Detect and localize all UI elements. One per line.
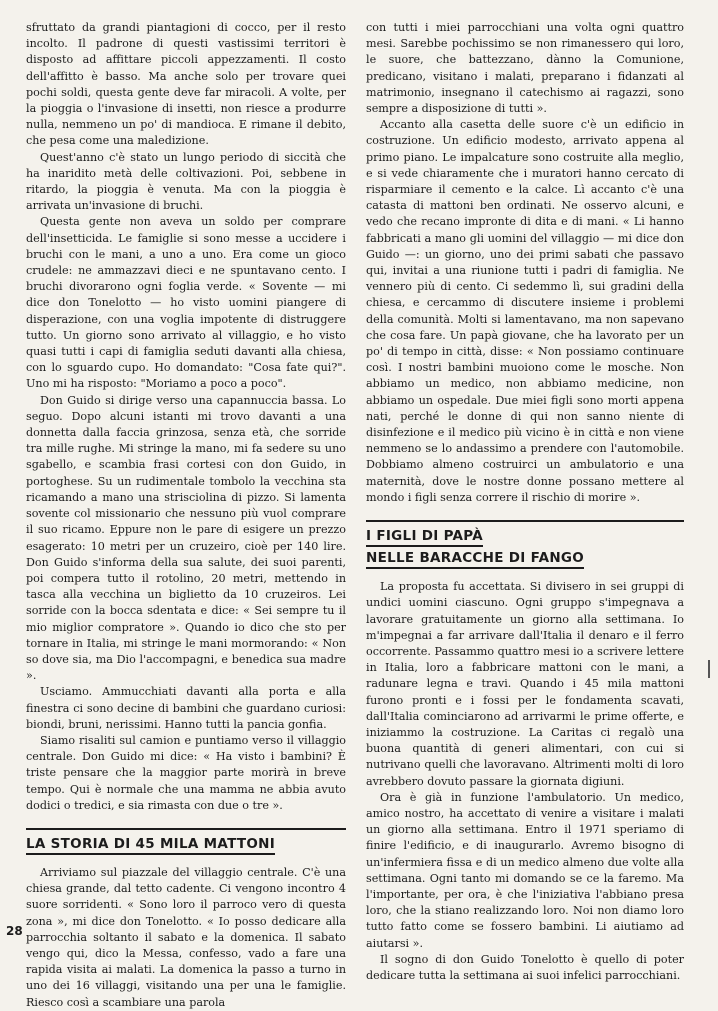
page-number: 28 xyxy=(6,924,23,938)
left-paragraph-7: Arriviamo sul piazzale del villaggio centrale. C'è una chiesa grande, dal tetto cadente. Ci vengono incontro 4 suore sorridenti. « Sono loro il parroco vero di questa zona », mi dice don Tonelotto. « Io posso dedicare alla parrocchia soltanto il sabato e la domenica. Il sabato vengo qui, dico la Messa, confesso, vado a fare una rapida visita ai malati. La domenica la passo a turno in uno dei 16 villaggi, visitando una per una le famiglie. Riesco così a scambiare una parola xyxy=(26,865,346,1009)
section-heading-mud-huts xyxy=(366,520,684,569)
left-column xyxy=(26,20,346,1011)
right-paragraph-3: La proposta fu accettata. Si divisero in sei gruppi di undici uomini ciascuno. Ogni gruppo s'impegnava a lavorare gratuitamente un giorno alla settimana. Io m'impegnai a far arrivare dall'Italia il denaro e il ferro occorrente. Passammo quattro mesi io a scrivere lettere in Italia, loro a fabbricare mattoni con le mani, a radunare legna e travi. Quando i 45 mila mattoni furono pronti e i fossi per le fondamenta scavati, dall'Italia cominciarono ad arrivarmi le prime offerte, e iniziammo la costruzione. La Caritas ci regalò una buona quantità di generi alimentari, con cui si nutrivano quelli che lavoravano. Altrimenti molti di loro avrebbero dovuto passare la giornata digiuni. xyxy=(366,580,684,788)
left-paragraph-5: Usciamo. Ammucchiati davanti alla porta e alla finestra ci sono decine di bambini che guardano curiosi: biondi, bruni, nerissimi. Hanno tutti la pancia gonfia. xyxy=(26,685,346,731)
right-paragraph-1: con tutti i miei parrocchiani una volta ogni quattro mesi. Sarebbe pochissimo se non rimanessero qui loro, le suore, che battezzano, dànno la Comunione, predicano, visitano i malati, preparano i fidanzati al matrimonio, insegnano il catechismo ai ragazzi, sono sempre a disposizione di tutti ». xyxy=(366,21,684,116)
section-heading-bricks xyxy=(26,828,346,855)
section-heading-mud-huts-line-1: I FIGLI DI PAPÀ xyxy=(366,528,483,547)
right-paragraph-4: Ora è già in funzione l'ambulatorio. Un medico, amico nostro, ha accettato di venire a visitare i malati un giorno alla settimana. Entro il 1971 speriamo di finire l'edificio, e di inaugurarlo. Avremo bisogno di un'infermiera fissa e di un medico almeno due volte alla settimana. Ogni tanto mi domando se ce la faremo. Ma l'importante, per ora, è che l'iniziativa l'abbiano presa loro, che la stiano realizzando loro. Noi non diamo loro tutto fatto come se fossero bambini. Li aiutiamo ad aiutarsi ». xyxy=(366,790,684,950)
section-heading-mud-huts-line-2: NELLE BARACCHE DI FANGO xyxy=(366,550,584,569)
right-column xyxy=(366,20,684,984)
margin-mark xyxy=(708,660,710,678)
left-paragraph-6: Siamo risaliti sul camion e puntiamo verso il villaggio centrale. Don Guido mi dice: « Ha visto i bambini? È triste pensare che la maggior parte morirà in breve tempo. Qui è normale che una mamma ne abbia avuto dodici o tredici, e sia rimasta con due o tre ». xyxy=(26,733,346,812)
section-heading-bricks-text: LA STORIA DI 45 MILA MATTONI xyxy=(26,836,275,855)
left-paragraph-1: sfruttato da grandi piantagioni di cocco, per il resto incolto. Il padrone di questi vastissimi territori è disposto ad affittare piccoli appezzamenti. Il costo dell'affitto è basso. Ma anche solo per trovare quei pochi soldi, questa gente deve far miracoli. A volte, per la pioggia o l'invasione di insetti, non riesce a produrre nulla, nemmeno un po' di mandioca. E rimane il debito, che pesa come una maledizione. xyxy=(26,21,346,148)
left-paragraph-2: Quest'anno c'è stato un lungo periodo di siccità che ha inaridito metà delle coltivazioni. Poi, sebbene in ritardo, la pioggia è venuta. Ma con la pioggia è arrivata un'invasione di bruchi. xyxy=(26,150,346,213)
left-paragraph-4: Don Guido si dirige verso una capannuccia bassa. Lo seguo. Dopo alcuni istanti mi trovo davanti a una donnetta dalla faccia grinzosa, senza età, che sorride tra mille rughe. Mi stringe la mano, mi fa sedere su uno sgabello, e scambia frasi cortesi con don Guido, in portoghese. Su un rudimentale tombolo la vecchina sta ricamando a mano una strisciolina di pizzo. Si lamenta sovente col missionario che nessuno più vuol comprare il suo ricamo. Eppure non le pare di esigere un prezzo esagerato: 10 metri per un cruzeiro, cioè per 140 lire. Don Guido s'informa della sua salute, dei suoi parenti, poi compera tutto il rotolino, 20 metri, mettendo in tasca alla vecchina un biglietto da 10 cruzeiros. Lei sorride con la bocca sdentata e dice: « Sei sempre tu il mio miglior compratore ». Quando io dico che sto per tornare in Italia, mi stringe le mani mormorando: « Non so dove sia, ma Dio l'accompagni, e benedica sua madre ». xyxy=(26,393,346,683)
left-paragraph-3: Questa gente non aveva un soldo per comprare dell'insetticida. Le famiglie si sono messe a uccidere i bruchi con le mani, a uno a uno. Era come un gioco crudele: ne ammazzavi dieci e ne spuntavano cento. I bruchi divorarono ogni foglia verde. « Sovente — mi dice don Tonelotto — ho visto uomini piangere di disperazione, con una voglia impotente di distruggere tutto. Un giorno sono arrivato al villaggio, e ho visto quasi tutti i capi di famiglia seduti davanti alla chiesa, con lo sguardo cupo. Ho domandato: "Cosa fate qui?". Uno mi ha risposto: "Moriamo a poco a poco". xyxy=(26,215,346,391)
right-paragraph-2: Accanto alla casetta delle suore c'è un edificio in costruzione. Un edificio modesto, arrivato appena al primo piano. Le impalcature sono costruite alla meglio, e si vede chiaramente che i muratori hanno cercato di risparmiare il cemento e la calce. Lì accanto c'è una catasta di mattoni ben ordinati. Ne osservo alcuni, e vedo che recano impronte di dita e di mani. « Li hanno fabbricati a mano gli uomini del villaggio — mi dice don Guido —: un giorno, uno dei primi sabati che passavo qui, invitai a una riunione tutti i padri di famiglia. Ne vennero più di cento. Ci sedemmo lì, sui gradini della chiesa, e cercammo di discutere insieme i problemi della comunità. Molti si lamentavano, ma non sapevano che cosa fare. Un papà giovane, che ha lavorato per un po' di tempo in città, disse: « Non possiamo continuare così. I nostri bambini muoiono come le mosche. Non abbiamo un medico, non abbiamo medicine, non abbiamo un ospedale. Due miei figli sono morti appena nati, perché le donne di qui non sanno niente di disinfezione e il medico più vicino è in città e non viene nemmeno se lo andassimo a prendere con l'automobile. Dobbiamo almeno costruirci un ambulatorio e una maternità, dove le nostre donne possano mettere al mondo i figli senza correre il rischio di morire ». xyxy=(366,118,684,504)
right-paragraph-5: Il sogno di don Guido Tonelotto è quello di poter dedicare tutta la settimana ai suoi infelici parrocchiani. xyxy=(366,952,684,982)
